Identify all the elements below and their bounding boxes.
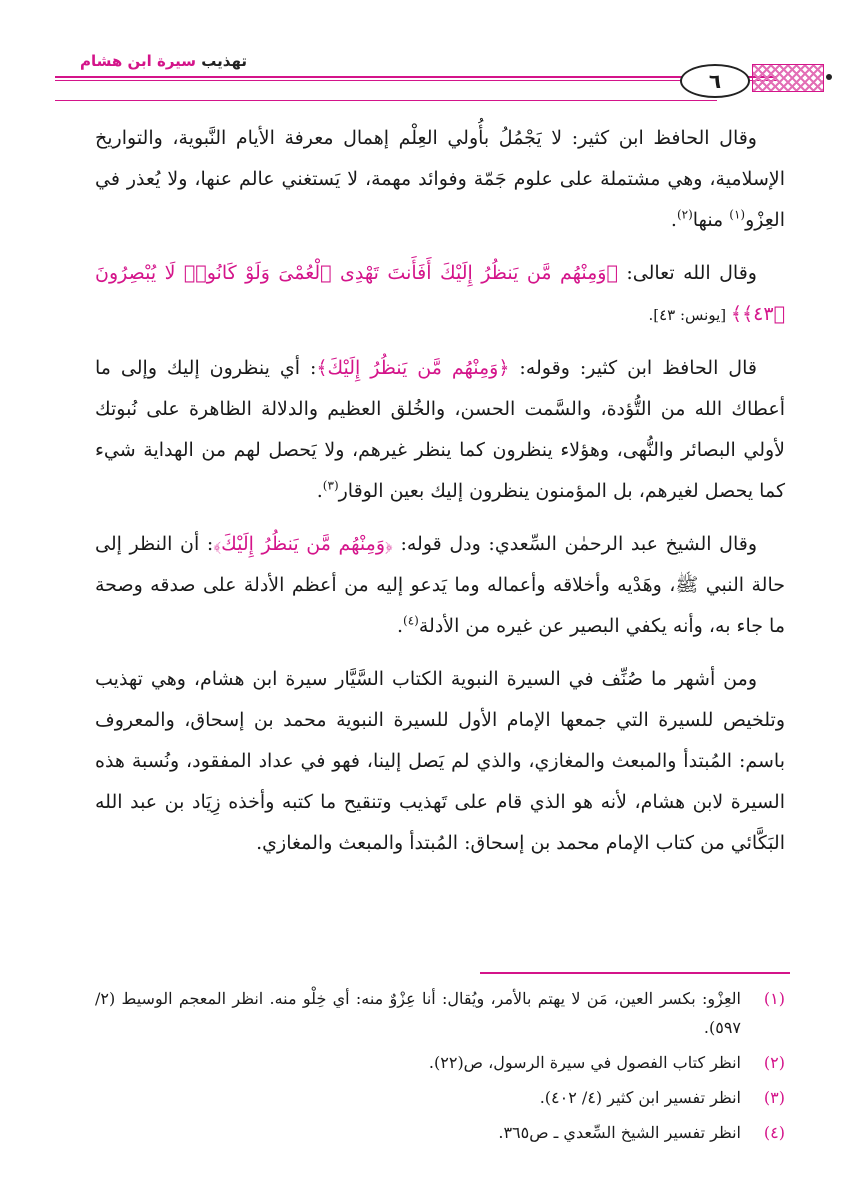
paragraph-sira-ibn-hisham (95, 659, 785, 864)
footnote-text: العِزْو: بكسر العين، مَن لا يهتم بالأمر، ويُقال: أنا عِزْوٌ منه: أي خِلْو منه. انظر المعجم الوسيط (٢/ ٥٩٧). (95, 989, 741, 1037)
paragraph-intro: وقال الله تعالى: (617, 262, 757, 284)
footnote-item (95, 984, 785, 1042)
paragraph-intro: قال الحافظ ابن كثير: وقوله: (509, 357, 757, 379)
footnote-text: انظر كتاب الفصول في سيرة الرسول، ص(٢٢). (428, 1053, 741, 1072)
footnote-ref-4[interactable]: (٤) (403, 613, 419, 628)
footnote-ref-3[interactable]: (٣) (322, 478, 339, 493)
footnote-ref-2[interactable]: (٢) (676, 207, 693, 222)
footnote-item (95, 1048, 785, 1077)
paragraph-text: منها (692, 209, 730, 231)
main-text (95, 118, 785, 876)
footnote-text: انظر تفسير الشيخ السِّعدي ـ ص٣٦٥. (498, 1123, 741, 1142)
header-rule-thin (55, 100, 717, 101)
running-title (80, 52, 247, 70)
footnote-item (95, 1118, 785, 1147)
paragraph-intro: وقال الشيخ عبد الرحمٰن السِّعدي: ودل قوله: (392, 533, 758, 555)
footnote-ref-1[interactable]: (١) (729, 207, 746, 222)
running-title-black: تهذيب (201, 52, 247, 70)
footnote-number: (٣) (763, 1088, 785, 1107)
paragraph-text: ومن أشهر ما صُنِّف في السيرة النبوية الكتاب السَّيَّار سيرة ابن هشام، وهي تهذيب وتلخيص للسيرة التي جمعها الإمام الأول للسيرة النبوية محمد بن إسحاق، والمعروف باسم: المُبتدأ والمبعث والمغازي، والذي لم يَصل إلينا، فهو في عداد المفقود، ونُسبة هذه السيرة لابن هشام، لأنه هو الذي قام على تَهذيب وتنقيح ما كتبه وأخذه زِيَاد بن عبد الله البَكَّائي من كتاب الإمام محمد بن إسحاق: المُبتدأ والمبعث والمغازي. (95, 668, 785, 854)
paragraph-ibn-kathir-tafsir (95, 348, 785, 512)
footnote-text: انظر تفسير ابن كثير (٤/ ٤٠٢). (539, 1088, 741, 1107)
paragraph-saadi (95, 524, 785, 647)
paragraph-text: وقال الحافظ ابن كثير: لا يَجْمُلُ بأُولي العِلْم إهمال معرفة الأيام النَّبوية، والتواريخ الإسلامية، وهي مشتملة على علوم جَمّة وفوائد مهمة، لا يَستغني عالم عنها، ولا يُعذر في العِزْو (95, 127, 785, 231)
paragraph-end: . (316, 480, 323, 502)
footnote-number: (٢) (763, 1053, 785, 1072)
quran-verse: ﴿وَمِنْهُم مَّن يَنظُرُ إِلَيْكَ﴾ (316, 357, 510, 379)
header-rule (55, 76, 777, 81)
running-title-pink: سيرة ابن هشام (79, 52, 197, 70)
page-number: ٦ (680, 64, 750, 98)
paragraph-quran-verse (95, 253, 785, 336)
verse-source: [يونس: ٤٣]. (648, 306, 731, 324)
footnote-separator (480, 972, 790, 974)
paragraph-end: . (396, 615, 404, 637)
paragraph-ibn-kathir-history (95, 118, 785, 241)
quran-verse: ﴿وَمِنْهُم مَّن يَنظُرُ إِلَيْكَ أَفَأَنتَ تَهْدِى ٱلْعُمْىَ وَلَوْ كَانُوا۟ لَا يُبْصِرُونَ ﴿٤٣﴾﴾ (95, 262, 785, 325)
paragraph-text: : أن النظر إلى حالة النبي ﷺ، وهَدْيه وأخلاقه وأعماله وما يَدعو إليه من أعظم الأدلة على صدقه وصحة ما جاء به، وأنه يكفي البصير عن غيره من الأدلة (95, 533, 785, 637)
corner-ornament (752, 64, 824, 92)
footnotes (95, 984, 785, 1153)
paragraph-end: . (670, 209, 677, 231)
paragraph-text: : أي ينظرون إليك وإلى ما أعطاك الله من التُّؤدة، والسَّمت الحسن، والخُلق العظيم والدلالة الظاهرة على نُبوتك لأولي البصائر والنُّهى، وهؤلاء ينظرون كما ينظر غيرهم، ولا يَحصل لهم من الهداية شيء كما يحصل لغيرهم، بل المؤمنون ينظرون إليك بعين الوقار (95, 357, 785, 502)
footnote-number: (١) (763, 989, 785, 1008)
footnote-item (95, 1083, 785, 1112)
quran-verse: ﴿وَمِنْهُم مَّن يَنظُرُ إِلَيْكَ﴾ (213, 533, 393, 555)
footnote-number: (٤) (763, 1123, 785, 1142)
ornament-dot (826, 74, 832, 80)
